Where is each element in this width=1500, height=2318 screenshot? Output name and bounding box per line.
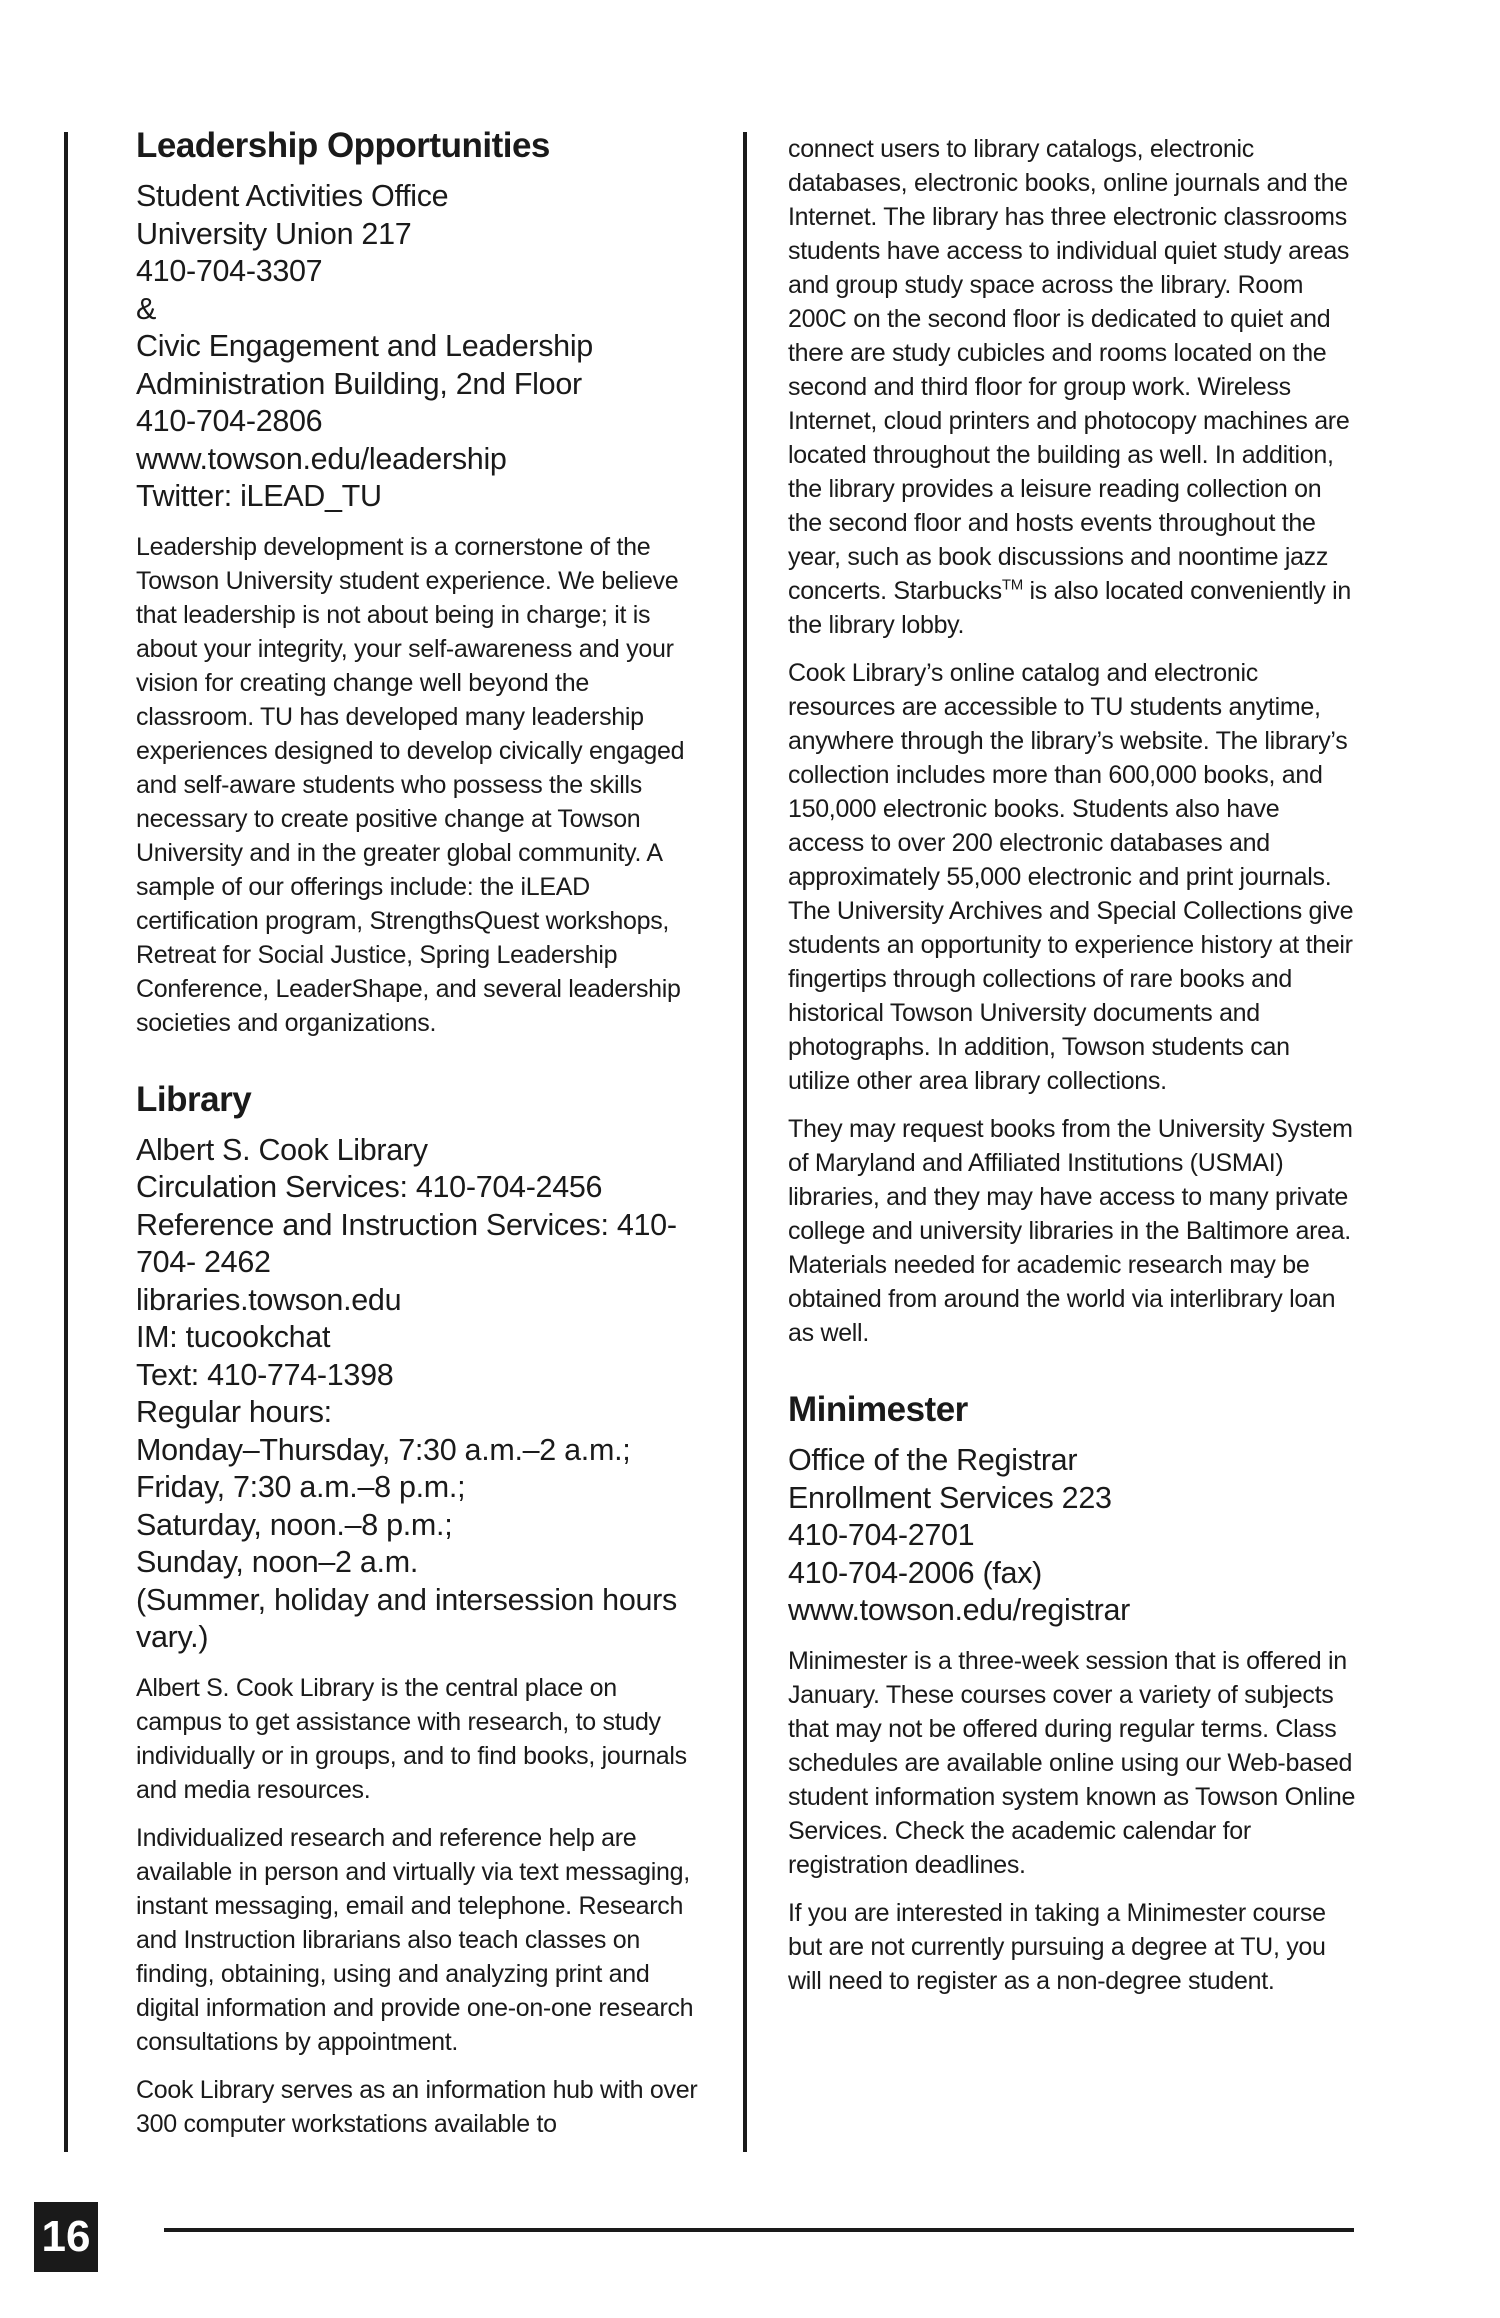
minimester-body-1: Minimester is a three-week session that is offered in January. These courses cover a variety of subjects that may not be offered during regular terms. Class schedules are available online using our Web-based student information system known as Towson Online Services. Check the academic calendar for registration deadlines.	[788, 1646, 1356, 1879]
contact-line: Albert S. Cook Library	[136, 1132, 428, 1167]
library-body-3: Cook Library serves as an information hub with over 300 computer workstations available to	[136, 2075, 698, 2138]
hours-note: (Summer, holiday and intersession hours vary.)	[136, 1582, 677, 1654]
contact-text: Text: 410-774-1398	[136, 1357, 394, 1392]
hours-line: Monday–Thursday, 7:30 a.m.–2 a.m.;	[136, 1432, 631, 1467]
contact-line: Administration Building, 2nd Floor	[136, 366, 582, 401]
contact-line: &	[136, 291, 157, 326]
contact-line: University Union 217	[136, 216, 412, 251]
library-body-5: They may request books from the University System of Maryland and Affiliated Institutions (USMAI) libraries, and they may have access to many private college and university libraries in the Baltimore area. Materials needed for academic research may be obtained from around the world via interlibrary loan as well.	[788, 1115, 1353, 1347]
library-body-3-end: is also located conveniently in the library lobby.	[788, 577, 1352, 639]
hours-label: Regular hours:	[136, 1395, 332, 1429]
library-contact	[136, 1132, 706, 1657]
column-divider-rule	[743, 132, 747, 2152]
contact-phone: 410-704-2806	[136, 404, 323, 438]
trademark-mark: TM	[1001, 576, 1023, 594]
contact-website: www.towson.edu/leadership	[136, 441, 507, 476]
leadership-heading: Leadership Opportunities	[136, 126, 550, 165]
contact-website: libraries.towson.edu	[136, 1282, 402, 1317]
page-number: 16	[34, 2202, 98, 2272]
contact-twitter: Twitter: iLEAD_TU	[136, 479, 382, 513]
library-heading: Library	[136, 1079, 252, 1119]
hours-line: Friday, 7:30 a.m.–8 p.m.;	[136, 1470, 466, 1504]
leadership-body: Leadership development is a cornerstone of the Towson University student experience. We believe that leadership is not about being in charge; it is about your integrity, your self-awareness and your vision for creating change well beyond the classroom. TU has developed many leadership experiences designed to develop civically engaged and self-aware students who possess the skills necessary to create positive change at Towson University and in the greater global community. A sample of our offerings include: the iLEAD certification program, StrengthsQuest workshops, Retreat for Social Justice, Spring Leadership Conference, LeaderShape, and several leadership societies and organizations.	[136, 532, 685, 1037]
contact-line: Enrollment Services 223	[788, 1480, 1112, 1515]
left-margin-rule	[64, 132, 68, 2152]
minimester-heading: Minimester	[788, 1390, 968, 1429]
contact-phone: 410-704-2701	[788, 1518, 975, 1552]
contact-website: www.towson.edu/registrar	[788, 1593, 1131, 1627]
hours-line: Sunday, noon–2 a.m.	[136, 1545, 418, 1579]
contact-line: Student Activities Office	[136, 179, 449, 213]
library-body-2: Individualized research and reference help are available in person and virtually via text messaging, instant messaging, email and telephone. Research and Instruction librarians also teach classes on finding, obtaining, using and analyzing print and digital information and provide one-on-one research consultations by appointment.	[136, 1823, 694, 2056]
contact-fax: 410-704-2006 (fax)	[788, 1555, 1043, 1590]
library-body-3-continued	[788, 132, 1358, 642]
left-column	[136, 124, 706, 2141]
minimester-contact	[788, 1442, 1358, 1630]
contact-phone: 410-704-3307	[136, 254, 323, 288]
leadership-contact	[136, 178, 706, 516]
contact-phone: Circulation Services: 410-704-2456	[136, 1170, 603, 1204]
contact-phone: Reference and Instruction Services: 410-704- 2462	[136, 1207, 677, 1279]
library-body-3-continued-text: connect users to library catalogs, electronic databases, electronic books, online journals and the Internet. The library has three electronic classrooms students have access to individual quiet study areas and group study space across the library. Room 200C on the second floor is dedicated to quiet and there are study cubicles and rooms located on the second and third floor for group work. Wireless Internet, cloud printers and photocopy machines are located throughout the building as well. In addition, the library provides a leisure reading collection on the second floor and hosts events throughout the year, such as book discussions and noontime jazz concerts. Starbucks	[788, 135, 1350, 605]
contact-line: Civic Engagement and Leadership	[136, 329, 593, 363]
contact-line: Office of the Registrar	[788, 1443, 1078, 1477]
contact-im: IM: tucookchat	[136, 1320, 331, 1354]
library-body-1: Albert S. Cook Library is the central place on campus to get assistance with research, to study individually or in groups, and to find books, journals and media resources.	[136, 1673, 687, 1804]
hours-line: Saturday, noon.–8 p.m.;	[136, 1507, 453, 1542]
footer-rule	[164, 2228, 1354, 2232]
right-column	[788, 132, 1358, 1998]
library-body-4: Cook Library’s online catalog and electronic resources are accessible to TU students anytime, anywhere through the library’s website. The library’s collection includes more than 600,000 books, and 150,000 electronic books. Students also have access to over 200 electronic databases and approximately 55,000 electronic and print journals. The University Archives and Special Collections give students an opportunity to experience history at their fingertips through collections of rare books and historical Towson University documents and photographs. In addition, Towson students can utilize other area library collections.	[788, 659, 1354, 1095]
minimester-body-2: If you are interested in taking a Minimester course but are not currently pursuing a degree at TU, you will need to register as a non-degree student.	[788, 1898, 1326, 1995]
